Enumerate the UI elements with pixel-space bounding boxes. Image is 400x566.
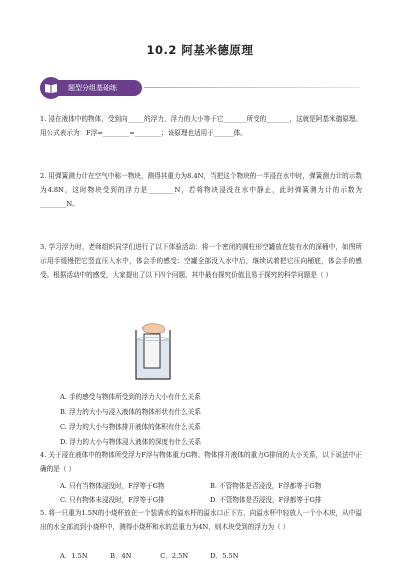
bucket-figure [128, 322, 178, 384]
q5-option-d: D．5.5N [210, 552, 239, 560]
q3-option-a: A. 手的感受与物体所受到的浮力大小有什么关系 [60, 393, 201, 401]
can [144, 334, 160, 368]
q5-option-a: A．1.5N [60, 552, 88, 560]
q3-option-d: D. 浮力的大小与物体浸入液体的深度有什么关系 [60, 438, 202, 446]
question-3: 3. 学习浮力时，老师组织同学们进行了以下体验活动：将一个密闭的圆柱形空罐放在装有水的深桶中，如图所示用手缓慢把它竖直压入水中，体会手的感受：空罐全部没入水中后，继续试着把它压向桶底，体会手的感受。根据活动中的感受，大家提出了以下四个问题，其中最有探究价值且易于探究的科学问题是（ ） [40, 243, 362, 280]
section-header [40, 77, 360, 99]
q4-option-c: C. 只有物体未浸没时，F浮等于G排 [60, 496, 165, 504]
section-rule [144, 87, 360, 88]
question-1: 1. 浸在液体中的物体，受到向_____的浮力，浮力的大小等于它_______所受的_______，这就是阿基米德原理。用公式表示为：F浮=________=________；该原理也适用于______体。 [40, 115, 362, 138]
question-4: 4. 关于浸在液体中的物体所受浮力F浮与物体重力G物、物体排开液体的重力G排间的大小关系，以下说法中正确的是（ ） [40, 451, 362, 474]
question-5: 5. 将一只重为1.5N的小烧杯放在一个装满水的溢水杯的溢水口正下方，向溢水杯中轻放入一个小木块，从中溢出的水全部流到小烧杯中，测得小烧杯和水的总重力为4N，则木块受到的浮力为（ ） [40, 509, 362, 532]
page-title: 10.2 阿基米德原理 [146, 43, 254, 57]
q5-options [60, 550, 258, 562]
section-label: 题型分组基础练 [56, 80, 142, 96]
q3-option-c: C. 浮力的大小与物体排开液体的体积有什么关系 [60, 423, 201, 431]
q3-option-b: B. 浮力的大小与浸入液体的物体形状有什么关系 [60, 408, 201, 416]
q4-option-a: A. 只有当物体浸没时，F浮等于G物 [60, 482, 165, 490]
question-2: 2. 用弹簧测力计在空气中称一物块，测得其重力为8.4N，当把这个物块的一半浸在水中时，弹簧测力计的示数为4.8N，这时物块受到的浮力是________N，若将物块浸没在水中静止，此时弹簧测力计的示数为________N。 [40, 172, 362, 209]
hand [142, 324, 165, 334]
q4-option-d: D. 不管物体是否浸没，F浮都等于G排 [210, 496, 322, 504]
q4-option-b: B. 不管物体是否浸没，F浮都等于G物 [210, 482, 322, 490]
book-icon [40, 77, 62, 99]
q5-option-c: C．2.5N [160, 552, 189, 560]
q5-option-b: B．4N [110, 552, 132, 560]
